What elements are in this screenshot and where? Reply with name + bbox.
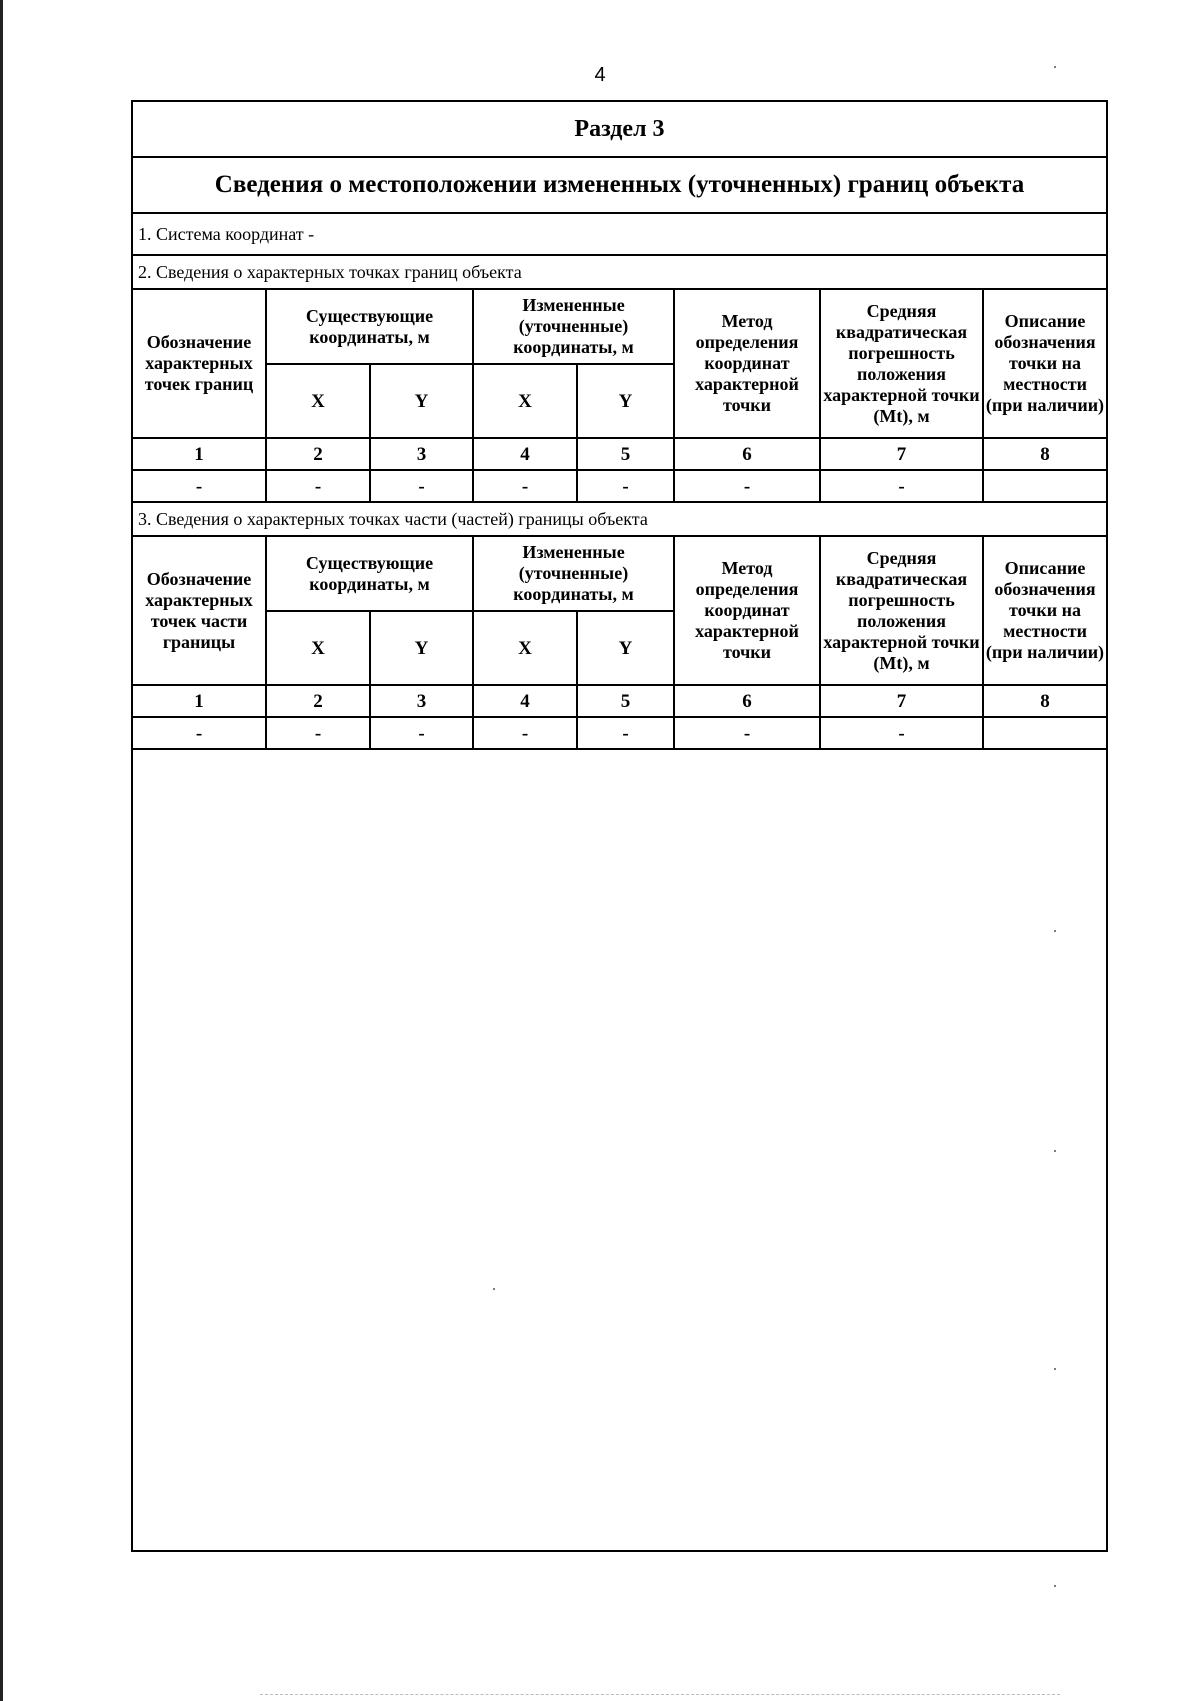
table-cell: - [266,717,370,749]
header-error: Средняя квадратическая погрешность положения характерной точки (Mt), м [820,537,983,685]
column-number: 2 [266,438,370,470]
header-existing-y: Y [370,364,473,438]
header-designation: Обозначение характерных точек части границы [133,537,266,685]
header-changed-coordinates: Измененные (уточненные) координаты, м [473,290,674,364]
header-changed-coordinates: Измененные (уточненные) координаты, м [473,537,674,611]
table-cell: - [674,470,820,502]
header-existing-coordinates: Существующие координаты, м [266,537,473,611]
scan-speck [1054,930,1056,932]
column-number: 3 [370,685,473,717]
header-error: Средняя квадратическая погрешность положения характерной точки (Mt), м [820,290,983,438]
table1-caption: 2. Сведения о характерных точках границ объекта [133,256,1106,290]
scan-speck [1054,1585,1056,1587]
column-number: 6 [674,438,820,470]
header-changed-x: X [473,611,577,685]
header-description: Описание обозначения точки на местности (при наличии) [983,537,1106,685]
column-number: 4 [473,438,577,470]
column-number: 8 [983,438,1106,470]
table-cell: - [473,717,577,749]
header-existing-x: X [266,364,370,438]
table-cell: - [820,717,983,749]
column-number: 8 [983,685,1106,717]
table-cell: - [133,470,266,502]
column-number: 1 [133,438,266,470]
column-number: 3 [370,438,473,470]
scan-speck [1054,1150,1056,1152]
column-number: 5 [577,685,674,717]
header-changed-y: Y [577,364,674,438]
scan-speck [1054,66,1056,68]
table-cell: - [820,470,983,502]
column-number: 6 [674,685,820,717]
header-changed-x: X [473,364,577,438]
table-cell: - [577,470,674,502]
page-number: 4 [594,64,606,86]
column-number: 2 [266,685,370,717]
column-number: 5 [577,438,674,470]
table-cell: - [266,470,370,502]
section-title: Раздел 3 [133,102,1106,158]
header-method: Метод определения координат характерной точки [674,290,820,438]
table-cell: - [473,470,577,502]
column-number: 7 [820,685,983,717]
column-number: 1 [133,685,266,717]
column-number: 4 [473,685,577,717]
table-cell: - [370,470,473,502]
header-existing-x: X [266,611,370,685]
coordinate-system: 1. Система координат - [133,214,1106,256]
scan-edge [0,0,3,1701]
table2-caption: 3. Сведения о характерных точках части (частей) границы объекта [133,501,1106,537]
header-changed-y: Y [577,611,674,685]
header-description: Описание обозначения точки на местности (при наличии) [983,290,1106,438]
table-cell: - [133,717,266,749]
boundary-points-table [133,290,1106,503]
document-frame [131,100,1108,1552]
table-cell [983,470,1106,502]
table-cell: - [577,717,674,749]
table-cell: - [370,717,473,749]
header-existing-y: Y [370,611,473,685]
part-boundary-points-table [133,537,1106,750]
table-cell: - [674,717,820,749]
scan-speck [1054,1368,1056,1370]
scan-noise [260,1694,1060,1696]
header-method: Метод определения координат характерной точки [674,537,820,685]
scan-speck [493,1288,495,1290]
section-subtitle: Сведения о местоположении измененных (уточненных) границ объекта [133,158,1106,214]
column-number: 7 [820,438,983,470]
header-designation: Обозначение характерных точек границ [133,290,266,438]
header-existing-coordinates: Существующие координаты, м [266,290,473,364]
table-cell [983,717,1106,749]
